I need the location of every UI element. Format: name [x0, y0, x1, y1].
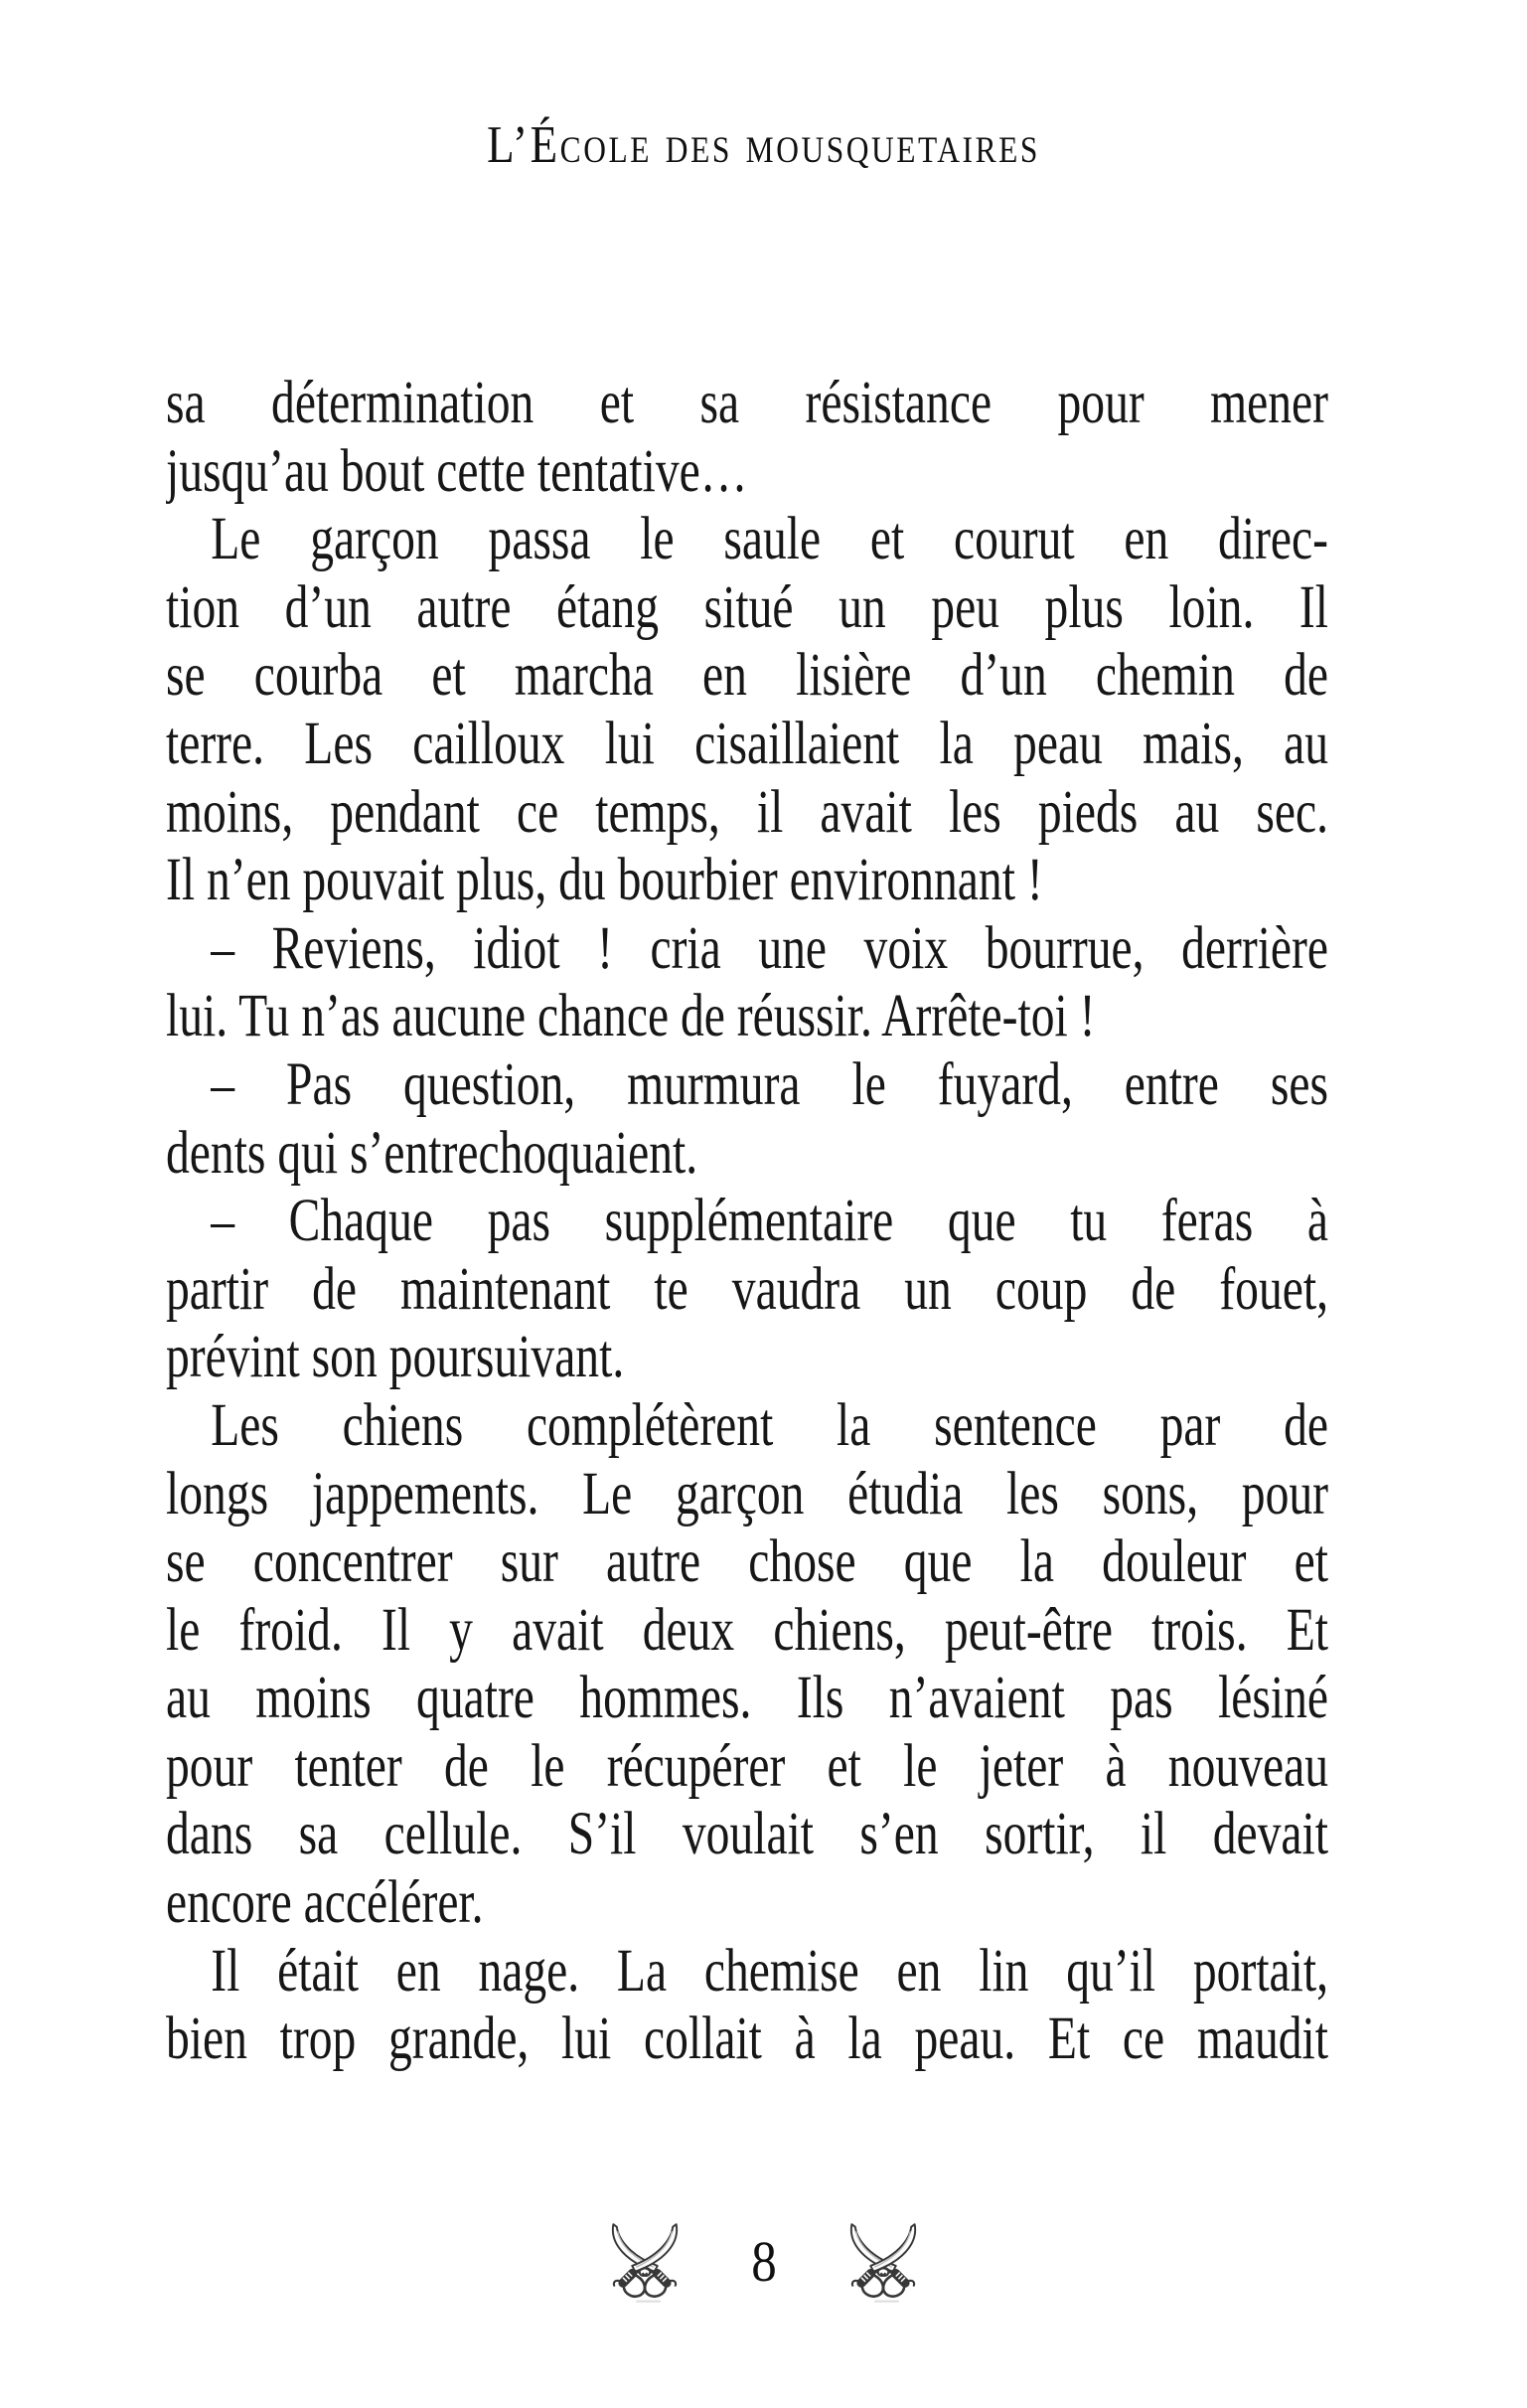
text-line: – Chaque pas supplémentaire que tu feras à: [211, 1188, 1328, 1255]
text-line: encore accélérer.: [166, 1869, 484, 1937]
text-line: se concentrer sur autre chose que la douleur et: [166, 1528, 1328, 1596]
text-line: partir de maintenant te vaudra un coup de fouet,: [166, 1255, 1328, 1323]
crossed-swords-icon: [601, 2218, 688, 2306]
page-body: [166, 370, 1328, 2089]
paragraph: [166, 370, 1328, 506]
text-line: Il n’en pouvait plus, du bourbier environnant !: [166, 847, 1043, 914]
text-line: Le garçon passa le saule et courut en direc-: [211, 506, 1328, 573]
text-line: dans sa cellule. S’il voulait s’en sortir, il devait: [166, 1801, 1328, 1868]
crossed-swords-icon: [840, 2218, 927, 2306]
text-line: – Reviens, idiot ! cria une voix bourrue, derrière: [211, 914, 1328, 982]
text-line: pour tenter de le récupérer et le jeter à nouveau: [166, 1732, 1328, 1800]
text-line: jusqu’au bout cette tentative…: [166, 437, 748, 505]
paragraph: [166, 1938, 1328, 2074]
text-line: longs jappements. Le garçon étudia les sons, pour: [166, 1460, 1328, 1527]
text-line: le froid. Il y avait deux chiens, peut-être trois. Et: [166, 1596, 1328, 1664]
page-footer: [0, 2218, 1527, 2306]
text-line: lui. Tu n’as aucune chance de réussir. Arrête-toi !: [166, 983, 1096, 1050]
text-line: Les chiens complétèrent la sentence par de: [211, 1391, 1328, 1459]
book-title: L’École des mousquetaires: [487, 116, 1040, 174]
paragraph: [166, 1188, 1328, 1392]
text-line: sa détermination et sa résistance pour mener: [166, 370, 1328, 436]
text-line: prévint son poursuivant.: [166, 1324, 625, 1391]
text-line: Il était en nage. La chemise en lin qu’il portait,: [211, 1937, 1328, 2005]
text-line: au moins quatre hommes. Ils n’avaient pas lésiné: [166, 1665, 1328, 1732]
text-line: tion d’un autre étang situé un peu plus loin. Il: [166, 573, 1328, 641]
paragraph: [166, 1051, 1328, 1188]
running-header: [0, 117, 1527, 173]
page-number: 8: [750, 2229, 777, 2294]
text-line: – Pas question, murmura le fuyard, entre ses: [211, 1050, 1328, 1118]
text-line: dents qui s’entrechoquaient.: [166, 1119, 698, 1187]
text-line: se courba et marcha en lisière d’un chemin de: [166, 642, 1328, 710]
paragraph: [166, 915, 1328, 1051]
body-text: [166, 370, 1328, 2074]
paragraph: [166, 506, 1328, 915]
text-line: terre. Les cailloux lui cisaillaient la peau mais, au: [166, 710, 1328, 777]
text-line: moins, pendant ce temps, il avait les pieds au sec.: [166, 778, 1328, 846]
text-line: bien trop grande, lui collait à la peau. Et ce maudit: [166, 2006, 1328, 2073]
paragraph: [166, 1392, 1328, 1938]
